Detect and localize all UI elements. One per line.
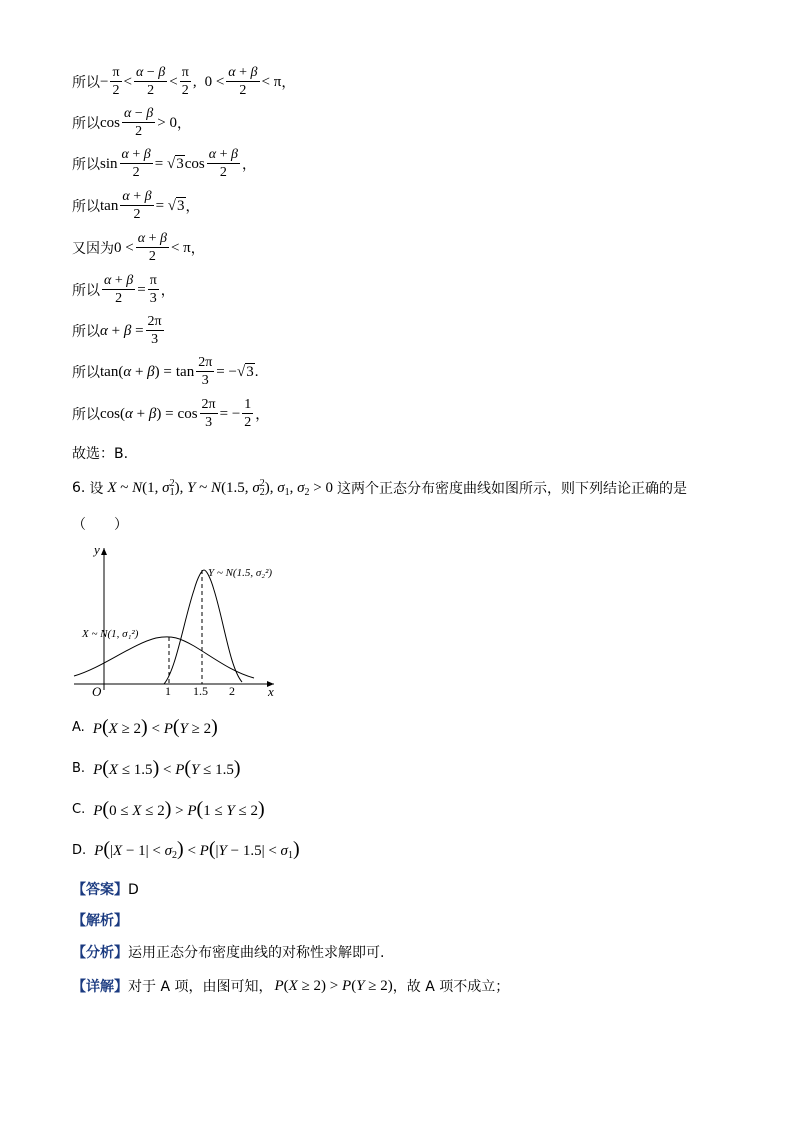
solution-line-2: 所以 cos $\frac{\alpha - \beta}{2}$ > 0 ， [72,105,191,139]
fenxi-line [72,942,384,962]
answer-tag: 【答案】 [72,882,128,898]
option-label: C. [72,801,86,817]
xiangjie-line: 【详解】 对于 A 项，由图可知， P(X ≥ 2) > P(Y ≥ 2) ，故 A 项不成立； [72,977,510,995]
y-axis-arrow [101,548,107,555]
analysis-header [72,910,128,930]
analysis-tag: 【解析】 [72,913,128,929]
normal-distribution-figure [72,540,292,700]
x-tick-2: 2 [229,684,235,698]
step-prefix: 所以 [72,199,100,215]
step-prefix: 所以 [72,283,100,299]
y-axis-label: y [94,542,100,557]
solution-line-3: 所以 sin $\frac{\alpha + \beta}{2}$ = √3 cos $\frac{\alpha + \beta}{2}$ ， [72,146,256,180]
option-d[interactable]: D. $P(|X - 1| < \sigma_2) < P(|Y - 1.5| < \sigma_1)$ [72,838,300,861]
question-text: 这两个正态分布密度曲线如图所示，则下列结论正确的是 [337,481,687,497]
solution-line-9: 所以 cos(α + β) = cos $\frac{2\pi}{3}$ = − $\frac{1}{2}$ ， [72,396,270,430]
xiangjie-text-1: 对于 A 项，由图可知， [128,979,273,995]
x-tick-1: 1 [165,684,171,698]
option-b[interactable]: B. P(X ≤ 1.5) < P(Y ≤ 1.5) [72,756,241,779]
origin-label: O [92,684,102,699]
question-number: 6. [72,480,86,496]
answer-line [72,879,139,899]
question-stem: 6. 设 X ~ N(1, $\sigma_1^2$), Y ~ N(1.5, $\sigma_2^2$), $\sigma_1$, $\sigma_2 > 0$ 这两个正态分布密度曲线如图所示，则下列结论正确的是 [72,478,687,498]
option-a[interactable]: A. P(X ≥ 2) < P(Y ≥ 2) [72,715,218,738]
answer-value: D [128,882,139,898]
solution-line-1: 所以 − $\frac{\pi}{2}$ < $\frac{\alpha - \beta}{2}$ < $\frac{\pi}{2}$ , 0 < $\frac{\alpha + \beta}{2}$ < π ， [72,64,296,98]
previous-answer: 故选：B. [72,446,129,462]
x-axis-label: x [268,684,274,699]
xiangjie-text-2: ，故 A 项不成立； [392,979,510,995]
step-prefix: 所以 [72,407,100,423]
curve-y [164,570,242,684]
step-prefix: 所以 [72,157,100,173]
step-prefix: 又因为 [72,241,114,257]
option-label: B. [72,760,86,776]
solution-line-4: 所以 tan $\frac{\alpha + \beta}{2}$ = √3 ， [72,188,200,222]
solution-line-8: 所以 tan(α + β) = tan $\frac{2\pi}{3}$ = −√3 . [72,354,259,388]
option-label: A. [72,719,85,735]
step-prefix: 所以 [72,116,100,132]
option-label: D. [72,842,87,858]
answer-blank: （ ） [72,517,128,533]
step-prefix: 所以 [72,324,100,340]
curve-x-label: X ~ N(1, σ₁²) [82,628,139,640]
x-tick-1-5: 1.5 [193,684,208,698]
solution-line-7: 所以 α + β = $\frac{2\pi}{3}$ [72,313,162,347]
xiangjie-tag: 【详解】 [72,979,128,995]
solution-line-6: 所以 $\frac{\alpha + \beta}{2}$ = $\frac{\pi}{3}$ ， [72,272,175,306]
fenxi-tag: 【分析】 [72,945,128,961]
step-prefix: 所以 [72,75,100,91]
solution-line-5: 又因为 0 < $\frac{\alpha + \beta}{2}$ < π ， [72,230,205,264]
fenxi-text: 运用正态分布密度曲线的对称性求解即可. [128,945,385,961]
step-prefix: 所以 [72,365,100,381]
option-c[interactable]: C. P(0 ≤ X ≤ 2) > P(1 ≤ Y ≤ 2) [72,797,265,820]
curve-y-label: Y ~ N(1.5, σ₂²) [208,567,273,579]
